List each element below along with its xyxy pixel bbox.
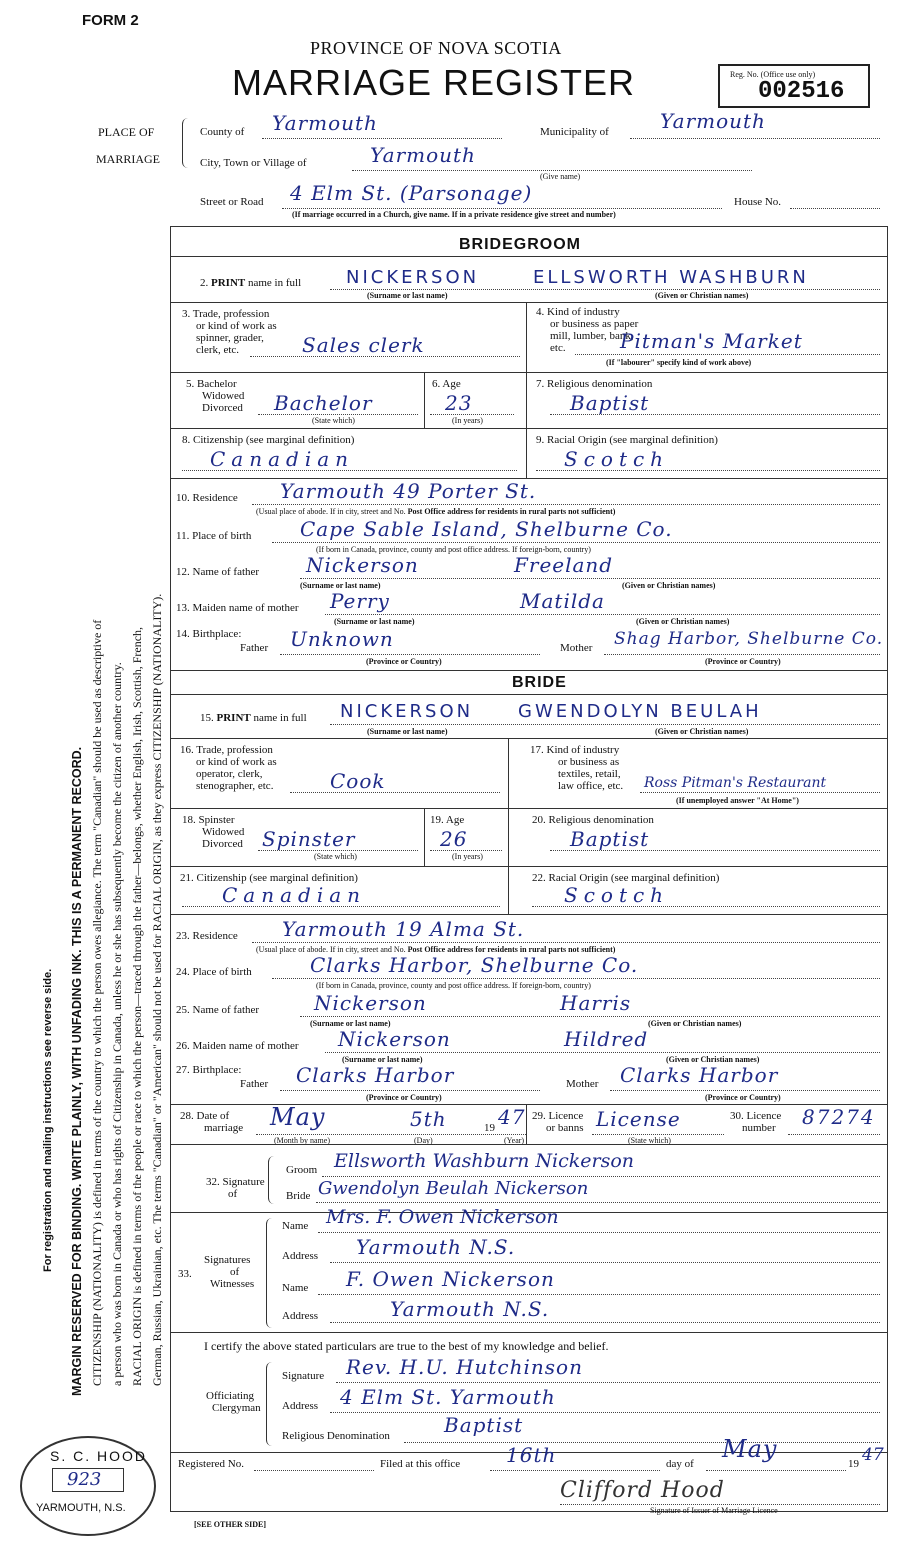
label: 13. Maiden name of mother [176,602,299,614]
caption: (Province or Country) [705,657,781,666]
groom-signature: Ellsworth Washburn Nickerson [334,1150,635,1172]
caption: (In years) [452,416,483,425]
label: 12. Name of father [176,566,260,578]
label: stenographer, etc. [196,780,274,792]
bride-citizenship: Canadian [222,883,367,907]
caption: (Province or Country) [705,1093,781,1102]
witness2-name: F. Owen Nickerson [346,1267,555,1291]
marriage-label: MARRIAGE [96,152,161,166]
bride-given: GWENDOLYN BEULAH [518,701,762,722]
label: Groom [286,1164,318,1176]
label: 3. Trade, profession [182,308,270,320]
label: 4. Kind of industry [536,306,620,318]
label: 33. [178,1268,192,1280]
brace [266,1362,278,1446]
give-name-caption: (Give name) [540,172,581,181]
label: marriage [204,1122,244,1134]
stamp-number: 923 [67,1469,102,1490]
label: Signature [282,1370,325,1382]
caption: (Usual place of abode. If in city, street and No. Post Office address for residents in rural parts not sufficient) [256,507,616,516]
label: Address [282,1250,319,1262]
label: Widowed [202,826,245,838]
caption: (Surname or last name) [310,1019,391,1028]
caption: (Given or Christian names) [622,581,716,590]
county-label: County of [200,126,245,138]
bride-age: 26 [440,827,468,851]
label: Officiating [206,1390,255,1402]
caption: (Surname or last name) [367,727,448,736]
issuer-signature: Clifford Hood [560,1478,725,1503]
label: 23. Residence [176,930,238,942]
bride-mother-given: Hildred [564,1027,649,1051]
caption: (If born in Canada, province, county and post office address. If foreign-born, country) [316,981,591,990]
groom-mother-given: Matilda [520,589,605,613]
label: 30. Licence [730,1110,782,1122]
label: Divorced [202,838,243,850]
groom-religion: Baptist [570,391,650,415]
groom-father-birthplace: Unknown [290,627,394,651]
label: number [742,1122,776,1134]
margin-definition-4: German, Russian, Ukrainian, etc. The terms "Canadian" or "American" should not be used for RACIAL ORIGIN, as they express CITIZENSHIP (NATIONALITY). [150,593,164,1386]
certify-text: I certify the above stated particulars are true to the best of my knowledge and belief. [204,1339,609,1353]
groom-father-surname: Nickerson [306,553,419,577]
label: or business as [558,756,620,768]
label: Mother [566,1078,599,1090]
clergy-denomination: Baptist [444,1413,524,1437]
label: 7. Religious denomination [536,378,653,390]
caption: (State which) [628,1136,671,1145]
label: 10. Residence [176,492,238,504]
groom-given: ELLSWORTH WASHBURN [533,267,809,288]
label: or kind of work as [196,320,277,332]
bride-father-given: Harris [560,991,632,1015]
bride-surname: NICKERSON [340,701,474,722]
caption: (Year) [504,1136,525,1145]
label: mill, lumber, bank, [550,330,634,342]
year-prefix: 19 [848,1458,859,1470]
caption: (Given or Christian names) [648,1019,742,1028]
label: 16. Trade, profession [180,744,273,756]
reg-number: 002516 [758,78,845,105]
street-value: 4 Elm St. (Parsonage) [290,181,533,205]
bride-trade: Cook [330,769,386,793]
caption: (In years) [452,852,483,861]
label: 20. Religious denomination [532,814,654,826]
bridegroom-heading: BRIDEGROOM [459,236,581,253]
municipality-label: Municipality of [540,126,609,138]
caption: (Surname or last name) [334,617,415,626]
bride-racial: Scotch [564,883,670,907]
label: of [228,1188,238,1200]
groom-age: 23 [445,391,473,415]
label: or banns [546,1122,584,1134]
label: 5. Bachelor [186,378,237,390]
label: Address [282,1310,319,1322]
label: Widowed [202,390,245,402]
stamp-top: S. C. HOOD [50,1448,148,1464]
label: 27. Birthplace: [176,1064,242,1076]
caption: (State which) [314,852,357,861]
bride-signature: Gwendolyn Beulah Nickerson [318,1178,589,1199]
street-label: Street or Road [200,196,264,208]
house-label: House No. [734,196,782,208]
label: 9. Racial Origin (see marginal definition) [536,434,718,446]
bride-father-birthplace: Clarks Harbor [296,1063,455,1087]
groom-surname: NICKERSON [346,267,480,288]
label: Father [240,1078,269,1090]
margin-instructions: For registration and mailing instructions see reverse side. [42,968,54,1272]
groom-citizenship: Canadian [210,447,355,471]
stamp-box [52,1468,124,1492]
label: 17. Kind of industry [530,744,620,756]
reg-box [718,64,870,108]
label: Filed at this office [380,1458,461,1470]
caption: (Day) [414,1136,433,1145]
label: 29. Licence [532,1110,584,1122]
label: Registered No. [178,1458,244,1470]
label: Mother [560,642,593,654]
label: textiles, retail, [558,768,621,780]
municipality-value: Yarmouth [660,109,766,133]
label: 11. Place of birth [176,530,252,542]
label: Address [282,1400,319,1412]
bride-birthplace: Clarks Harbor, Shelburne Co. [310,953,639,977]
bride-name-label: 15. PRINT name in full [200,712,307,724]
province-heading: PROVINCE OF NOVA SCOTIA [310,38,562,58]
caption: (Given or Christian names) [655,727,749,736]
caption: (Given or Christian names) [666,1055,760,1064]
label: 6. Age [432,378,461,390]
groom-birthplace: Cape Sable Island, Shelburne Co. [300,517,673,541]
label: Name [282,1282,309,1294]
filed-month: May [722,1435,778,1463]
margin-definition-1: CITIZENSHIP (NATIONALITY) is defined in terms of the country to which the person owes allegiance. The term "Canadian" should be used as descriptive of [90,619,104,1386]
label: 14. Birthplace: [176,628,242,640]
groom-racial: Scotch [564,447,670,471]
groom-mother-surname: Perry [330,589,390,613]
witness2-address: Yarmouth N.S. [390,1297,550,1321]
label: Bride [286,1190,311,1202]
caption: (Surname or last name) [300,581,381,590]
label: Religious Denomination [282,1430,390,1442]
label: 21. Citizenship (see marginal definition) [180,872,358,884]
marriage-day: 5th [410,1107,447,1131]
groom-status: Bachelor [274,391,373,415]
caption: (Surname or last name) [342,1055,423,1064]
groom-residence: Yarmouth 49 Porter St. [280,479,537,503]
brace [266,1218,278,1328]
caption: (State which) [312,416,355,425]
bride-religion: Baptist [570,827,650,851]
label: of [230,1266,240,1278]
stamp-bottom: YARMOUTH, N.S. [36,1502,126,1514]
city-value: Yarmouth [370,143,476,167]
filed-day: 16th [506,1443,557,1467]
licence-or-banns: License [596,1107,681,1131]
label: 8. Citizenship (see marginal definition) [182,434,355,446]
brace [268,1156,280,1204]
marriage-month: May [270,1103,326,1131]
street-note: (If marriage occurred in a Church, give name. If in a private residence give street and number) [292,210,616,219]
clergy-address: 4 Elm St. Yarmouth [340,1385,556,1409]
label: law office, etc. [558,780,624,792]
filed-year: 47 [862,1445,884,1465]
bride-heading: BRIDE [512,674,567,691]
label: 32. Signature [206,1176,265,1188]
caption: (If unemployed answer "At Home") [676,796,799,805]
bride-mother-birthplace: Clarks Harbor [620,1063,779,1087]
caption: (Province or Country) [366,1093,442,1102]
label: etc. [550,342,566,354]
label: 19. Age [430,814,465,826]
margin-definition-3: RACIAL ORIGIN is defined in terms of the people or race to which the person—traced through the father—belongs, whether English, Irish, Scottish, French, [130,626,144,1386]
label: spinner, grader, [196,332,264,344]
caption: (Surname or last name) [367,291,448,300]
form-number: FORM 2 [82,12,139,29]
bride-status: Spinster [262,827,356,851]
reg-label: Reg. No. (Office use only) [730,70,816,79]
label: 25. Name of father [176,1004,260,1016]
clergy-signature: Rev. H.U. Hutchinson [346,1355,583,1379]
brace [182,118,194,168]
witness1-name: Mrs. F. Owen Nickerson [326,1206,559,1228]
label: Clergyman [212,1402,261,1414]
label: Witnesses [210,1278,255,1290]
licence-number: 87274 [802,1105,876,1129]
witness1-address: Yarmouth N.S. [356,1235,516,1259]
label: or kind of work as [196,756,277,768]
caption: (Given or Christian names) [636,617,730,626]
label: Signatures [204,1254,251,1266]
label: Name [282,1220,309,1232]
bride-industry: Ross Pitman's Restaurant [644,775,827,791]
groom-name-label: 2. PRINT name in full [200,277,302,289]
label: Father [240,642,269,654]
marriage-year: 47 [498,1105,526,1129]
label: operator, clerk, [196,768,263,780]
caption: (Month by name) [274,1136,330,1145]
label: clerk, etc. [196,344,240,356]
place-of-label: PLACE OF [98,125,155,139]
registrar-stamp [20,1436,156,1536]
label: 28. Date of [180,1110,230,1122]
see-other-side: [SEE OTHER SIDE] [194,1520,267,1529]
year-prefix: 19 [484,1122,495,1134]
label: 18. Spinster [182,814,235,826]
caption: (If born in Canada, province, county and post office address. If foreign-born, country) [316,545,591,554]
label: Divorced [202,402,243,414]
county-value: Yarmouth [272,111,378,135]
caption: (If "labourer" specify kind of work above) [606,358,752,367]
groom-mother-birthplace: Shag Harbor, Shelburne Co. [614,629,884,649]
label: 26. Maiden name of mother [176,1040,299,1052]
caption: (Usual place of abode. If in city, street and No. Post Office address for residents in rural parts not sufficient) [256,945,616,954]
bride-residence: Yarmouth 19 Alma St. [282,917,525,941]
caption: (Given or Christian names) [655,291,749,300]
caption: Signature of Issuer of Marriage Licence [650,1506,778,1515]
label: or business as paper [550,318,639,330]
bride-father-surname: Nickerson [314,991,427,1015]
margin-binding: MARGIN RESERVED FOR BINDING. WRITE PLAINLY, WITH UNFADING INK. THIS IS A PERMANENT RECORD. [70,746,84,1396]
margin-definition-2: a person who was born in Canada or who has rights of Citizenship in Canada, unless he or she has subsequently become the citizen of another country. [110,662,124,1386]
groom-trade: Sales clerk [302,333,425,357]
groom-father-given: Freeland [514,553,614,577]
page-title: MARRIAGE REGISTER [232,62,636,103]
city-label: City, Town or Village of [200,157,307,169]
groom-industry: Pitman's Market [620,329,803,353]
bride-mother-surname: Nickerson [338,1027,451,1051]
caption: (Province or Country) [366,657,442,666]
label: day of [666,1458,694,1470]
label: 22. Racial Origin (see marginal definition) [532,872,720,884]
label: 24. Place of birth [176,966,252,978]
